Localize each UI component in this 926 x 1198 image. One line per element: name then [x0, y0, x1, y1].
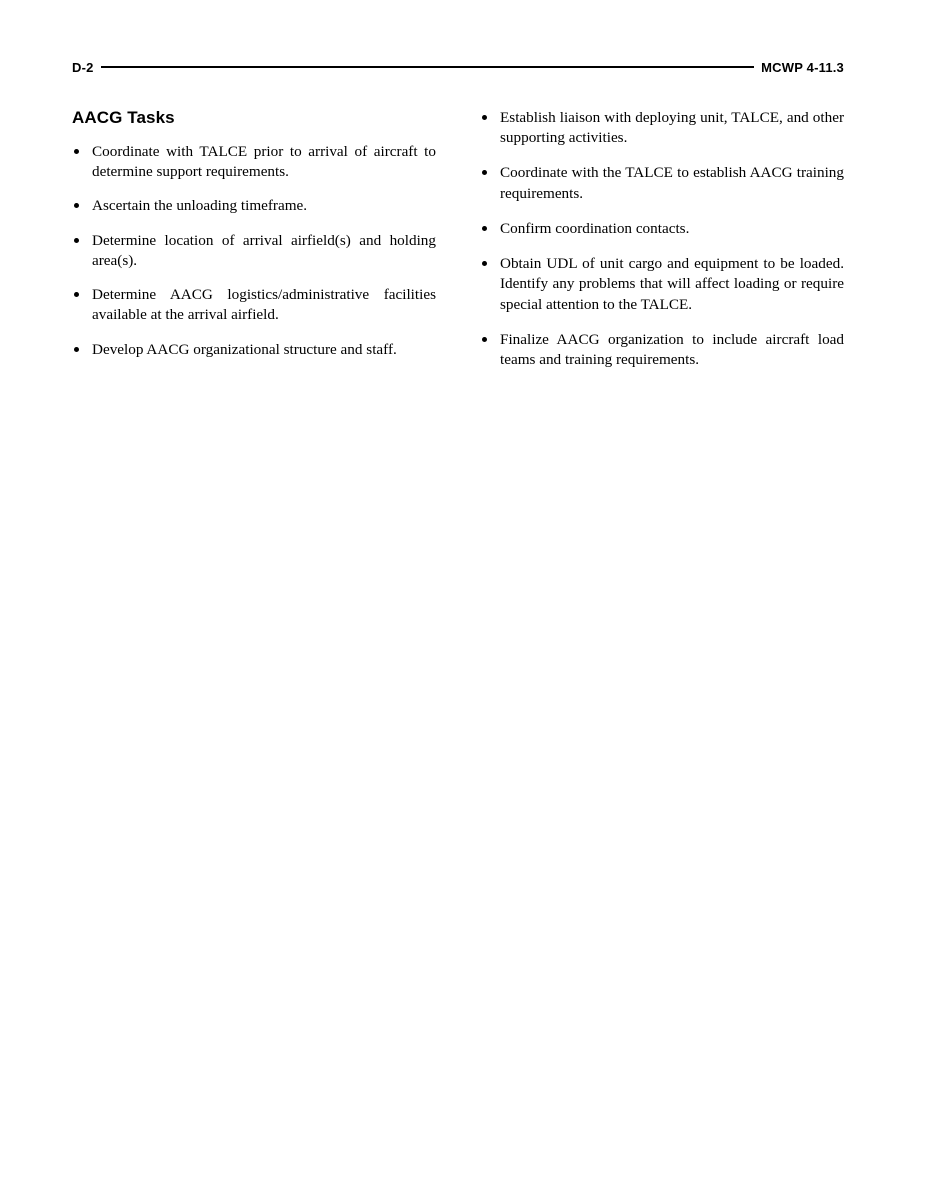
publication-number: MCWP 4-11.3: [761, 59, 844, 75]
list-item: [72, 340, 436, 360]
bullet-icon: [74, 238, 79, 243]
bullet-icon: [482, 115, 487, 120]
right-column: [480, 108, 844, 385]
list-item: [480, 219, 844, 239]
list-item: [480, 163, 844, 203]
list-item-text: Determine AACG logistics/administrative facilities available at the arrival airfield.: [92, 286, 436, 324]
bullet-icon: [482, 226, 487, 231]
bullet-icon: [482, 261, 487, 266]
aacg-tasks-list-left: [72, 142, 436, 360]
running-header: [72, 56, 844, 78]
bullet-icon: [74, 203, 79, 208]
page-number: D-2: [72, 59, 94, 75]
header-rule: [101, 66, 755, 68]
list-item: [72, 196, 436, 216]
list-item-text: Ascertain the unloading timeframe.: [92, 197, 308, 215]
bullet-icon: [74, 149, 79, 154]
left-column: [72, 108, 436, 360]
bullet-icon: [74, 347, 79, 352]
list-item-text: Finalize AACG organization to include aircraft load teams and training requirements.: [500, 330, 844, 368]
aacg-tasks-list-right: [480, 108, 844, 370]
section-heading: AACG Tasks: [72, 108, 175, 127]
list-item: [480, 254, 844, 315]
list-item-text: Obtain UDL of unit cargo and equipment to be loaded. Identify any problems that will affect loading or require special attention to the TALCE.: [500, 255, 844, 313]
list-item: [72, 142, 436, 182]
list-item-text: Coordinate with the TALCE to establish AACG training requirements.: [500, 164, 844, 202]
list-item: [480, 330, 844, 370]
bullet-icon: [482, 170, 487, 175]
list-item: [72, 285, 436, 325]
list-item-text: Confirm coordination contacts.: [500, 219, 690, 237]
list-item: [480, 108, 844, 148]
list-item-text: Establish liaison with deploying unit, TALCE, and other supporting activities.: [500, 109, 844, 147]
list-item-text: Develop AACG organizational structure and staff.: [92, 340, 397, 358]
list-item: [72, 231, 436, 271]
bullet-icon: [482, 337, 487, 342]
list-item-text: Coordinate with TALCE prior to arrival of aircraft to determine support requirements.: [92, 143, 436, 181]
list-item-text: Determine location of arrival airfield(s) and holding area(s).: [92, 231, 436, 269]
bullet-icon: [74, 292, 79, 297]
